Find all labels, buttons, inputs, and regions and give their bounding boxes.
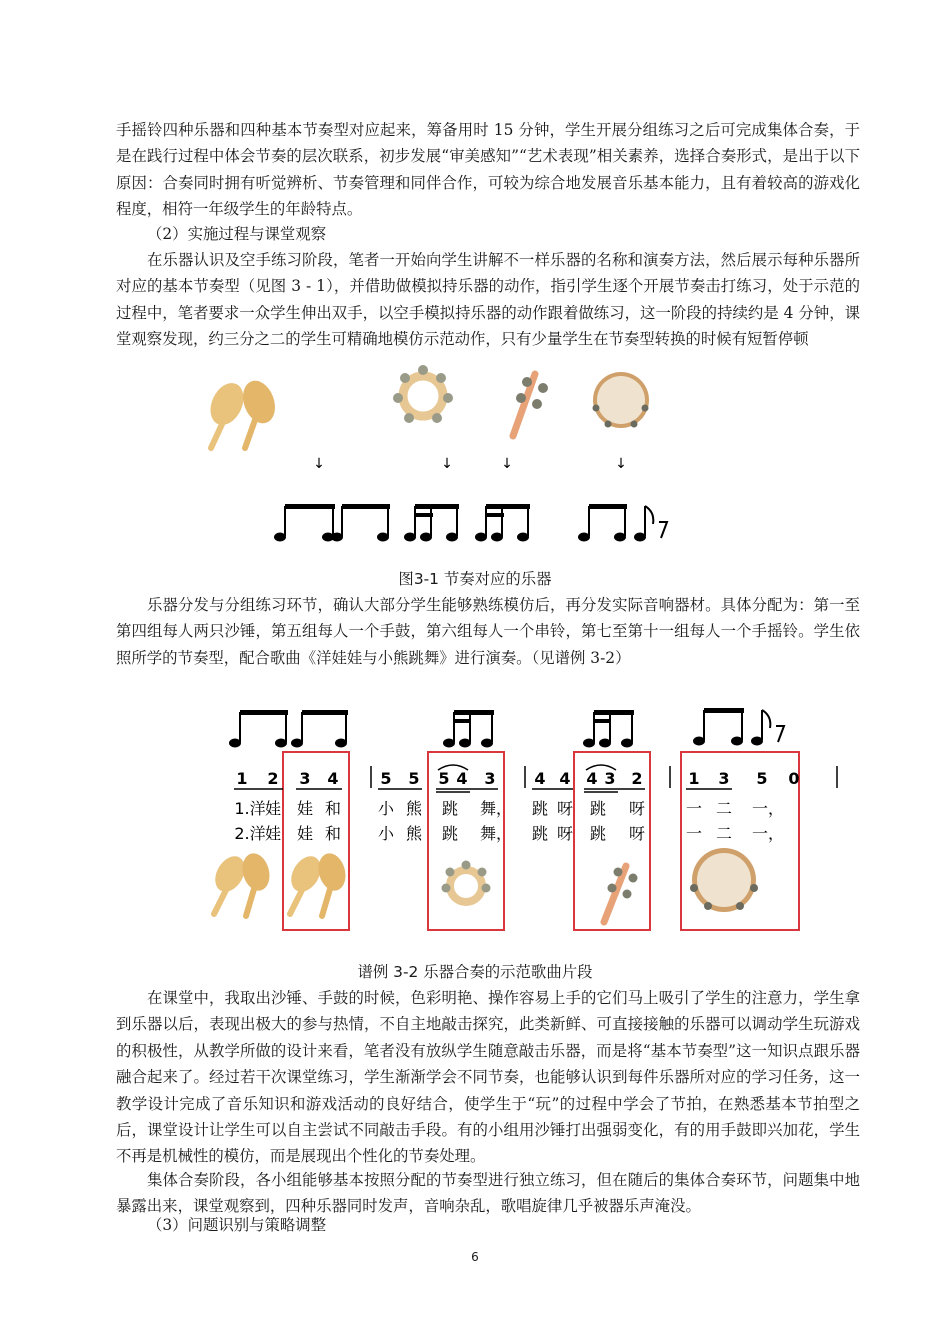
lyric-line-1: 熊 xyxy=(405,799,423,818)
lyric-line-2: 跳 xyxy=(441,824,459,843)
note: 5 xyxy=(380,769,392,788)
note: 4 xyxy=(586,769,598,788)
lyric-line-1: 和 xyxy=(324,799,342,818)
lyric-line-2: 跳 xyxy=(589,824,607,843)
note: 0 xyxy=(788,769,800,788)
note: 1 xyxy=(236,769,248,788)
lyric-line-1: 跳 xyxy=(441,799,459,818)
note: 3 xyxy=(484,769,496,788)
paragraph-3: 乐器分发与分组练习环节，确认大部分学生能够熟练模仿后，再分发实际音响器材。具体分配为：第一至第四组每人两只沙锤，第五组每人一个手鼓，第六组每人一个串铃，第七至第十一组每人一个手摇铃。学生依照所学的节奏型，配合歌曲《洋娃娃与小熊跳舞》进行演奏。（见谱例 3-2） xyxy=(116,596,860,667)
arrow-icon: ↓ xyxy=(501,456,513,472)
note: 3 xyxy=(299,769,311,788)
arrow-icon: ↓ xyxy=(441,456,453,472)
note: 5 xyxy=(408,769,420,788)
page-number: 6 xyxy=(471,1250,479,1264)
lyric-line-1: 一， xyxy=(751,799,785,818)
lyric-line-2: 一， xyxy=(751,824,785,843)
lyric-line-2: 呀 xyxy=(556,824,574,843)
paragraph-1: 手摇铃四种乐器和四种基本节奏型对应起来，筹备用时 15 分钟，学生开展分组练习之后可完成集体合奏，于是在践行过程中体会节奏的层次联系，初步发展“审美感知”“艺术表现”相关素养，选择合奏形式，是出于以下原因：合奏同时拥有听觉辨析、节奏管理和同伴合作，可较为综合地发展音乐基本能力，且有着较高的游戏化程度，相符一年级学生的年龄特点。 xyxy=(116,121,860,219)
lyric-line-1: 娃 xyxy=(296,799,314,818)
score-example-3-2 xyxy=(200,690,850,936)
lyric-line-2: 呀 xyxy=(628,824,646,843)
figure-caption-3-2: 谱例 3-2 乐器合奏的示范歌曲片段 xyxy=(357,963,593,981)
figure-3-1 xyxy=(183,356,685,548)
note: 1 xyxy=(688,769,700,788)
lyric-line-1: 呀 xyxy=(556,799,574,818)
lyric-line-2: 熊 xyxy=(405,824,423,843)
note: 2 xyxy=(267,769,279,788)
paragraph-5: 集体合奏阶段，各小组能够基本按照分配的节奏型进行独立练习，但在随后的集体合奏环节，问题集中地暴露出来，课堂观察到，四种乐器同时发声，音响杂乱，歌唱旋律几乎被器乐声淹没。 xyxy=(116,1171,860,1216)
lyric-line-1: 小 xyxy=(377,799,395,818)
section-heading-2: （2）实施过程与课堂观察 xyxy=(147,225,327,243)
lyric-line-2: 2.洋 xyxy=(234,824,266,843)
lyric-line-2: 娃 xyxy=(264,824,282,843)
lyric-line-2: 小 xyxy=(377,824,395,843)
lyric-line-2: 一 xyxy=(685,824,703,843)
lyric-line-2: 二 xyxy=(715,824,733,843)
lyric-line-2: 跳 xyxy=(531,824,549,843)
lyric-line-1: 跳 xyxy=(589,799,607,818)
note: 4 xyxy=(456,769,468,788)
paragraph-4: 在课堂中，我取出沙锤、手鼓的时候，色彩明艳、操作容易上手的它们马上吸引了学生的注意力，学生拿到乐器以后，表现出极大的参与热情，不自主地敲击探究，此类新鲜、可直接接触的乐器可以调动学生玩游戏的积极性，从教学所做的设计来看，笔者没有放纵学生随意敲击乐器，而是将“基本节奏型”这一知识点跟乐器融合起来了。经过若干次课堂练习，学生渐渐学会不同节奏，也能够认识到每件乐器所对应的学习任务，这一教学设计完成了音乐知识和游戏活动的良好结合，使学生于“玩”的过程中学会了节拍，在熟悉基本节拍型之后，课堂设计让学生可以自主尝试不同敲击手段。有的小组用沙锤打出强弱变化，有的用手鼓即兴加花，学生不再是机械性的模仿，而是展现出个性化的节奏处理。 xyxy=(116,989,860,1166)
note: 4 xyxy=(534,769,546,788)
figure-caption-3-1: 图3-1 节奏对应的乐器 xyxy=(398,570,552,588)
note: 3 xyxy=(604,769,616,788)
lyric-line-2: 娃 xyxy=(296,824,314,843)
lyric-line-1: 二 xyxy=(715,799,733,818)
paragraph-2: 在乐器认识及空手练习阶段，笔者一开始向学生讲解不一样乐器的名称和演奏方法，然后展示每种乐器所对应的基本节奏型（见图 3 - 1），并借助做模拟持乐器的动作，指引学生逐个开展节奏击打练习，处于示范的过程中，笔者要求一众学生伸出双手，以空手模拟持乐器的动作跟着做练习，这一阶段的持续约是 4 分钟，课堂观察发现，约三分之二的学生可精确地模仿示范动作，只有少量学生在节奏型转换的时候有短暂停顿 xyxy=(116,251,860,349)
note: 5 xyxy=(438,769,450,788)
arrow-icon: ↓ xyxy=(615,456,627,472)
note: 5 xyxy=(756,769,768,788)
lyric-line-1: 娃 xyxy=(264,799,282,818)
note: 3 xyxy=(718,769,730,788)
arrow-icon: ↓ xyxy=(313,456,325,472)
lyric-line-1: 一 xyxy=(685,799,703,818)
lyric-line-1: 跳 xyxy=(531,799,549,818)
lyric-line-2: 舞， xyxy=(479,824,513,843)
lyric-line-1: 呀 xyxy=(628,799,646,818)
note: 2 xyxy=(631,769,643,788)
section-heading-3: （3）问题识别与策略调整 xyxy=(147,1216,327,1234)
lyric-line-1: 1.洋 xyxy=(234,799,266,818)
note: 4 xyxy=(327,769,339,788)
lyric-line-2: 和 xyxy=(324,824,342,843)
note: 4 xyxy=(559,769,571,788)
lyric-line-1: 舞， xyxy=(479,799,513,818)
